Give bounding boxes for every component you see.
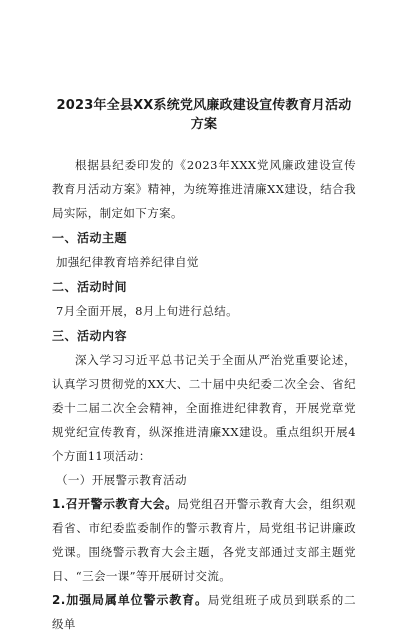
list-item-1	[52, 492, 356, 588]
subsection-heading: （一）开展警示教育活动	[56, 473, 187, 487]
intro-paragraph: 根据县纪委印发的《2023年XXX党风廉政建设宣传教育月活动方案》精神，为统筹推进清廉XX建设，结合我局实际，制定如下方案。	[52, 158, 356, 220]
section-body-time: 7月全面开展，8月上旬进行总结。	[56, 304, 239, 318]
section-body-theme: 加强纪律教育培养纪律自觉	[56, 255, 199, 269]
list-item-2-lead: 2.加强局属单位警示教育。	[52, 593, 208, 607]
section-heading-theme: 一、活动主题	[52, 231, 128, 245]
section-body-content: 深入学习习近平总书记关于全面从严治党重要论述，认真学习贯彻党的XX大、二十届中央纪委二次全会、省纪委十二届二次全会精神，全面推进纪律教育，开展党章党规党纪宣传教育，纵深推进清廉XX建设。重点组织开展4个方面11项活动：	[52, 353, 356, 463]
section-heading-time: 二、活动时间	[52, 280, 128, 294]
list-item-1-text: 局党组召开警示教育大会，组织观看省、市纪委监委制作的警示教育片，局党组书记讲廉政党课。围绕警示教育大会主题，各党支部通过支部主题党日、“三会一课”等开展研讨交流。	[52, 497, 356, 583]
section-heading-content: 三、活动内容	[52, 329, 128, 343]
list-item-1-lead: 1.召开警示教育大会。	[52, 497, 178, 511]
list-item-2	[52, 588, 356, 636]
list-item-2-text: 局党组班子成员到联系的二级单	[52, 593, 356, 631]
document-title: 2023年全县XX系统党风廉政建设宣传教育月活动方案	[56, 98, 352, 132]
